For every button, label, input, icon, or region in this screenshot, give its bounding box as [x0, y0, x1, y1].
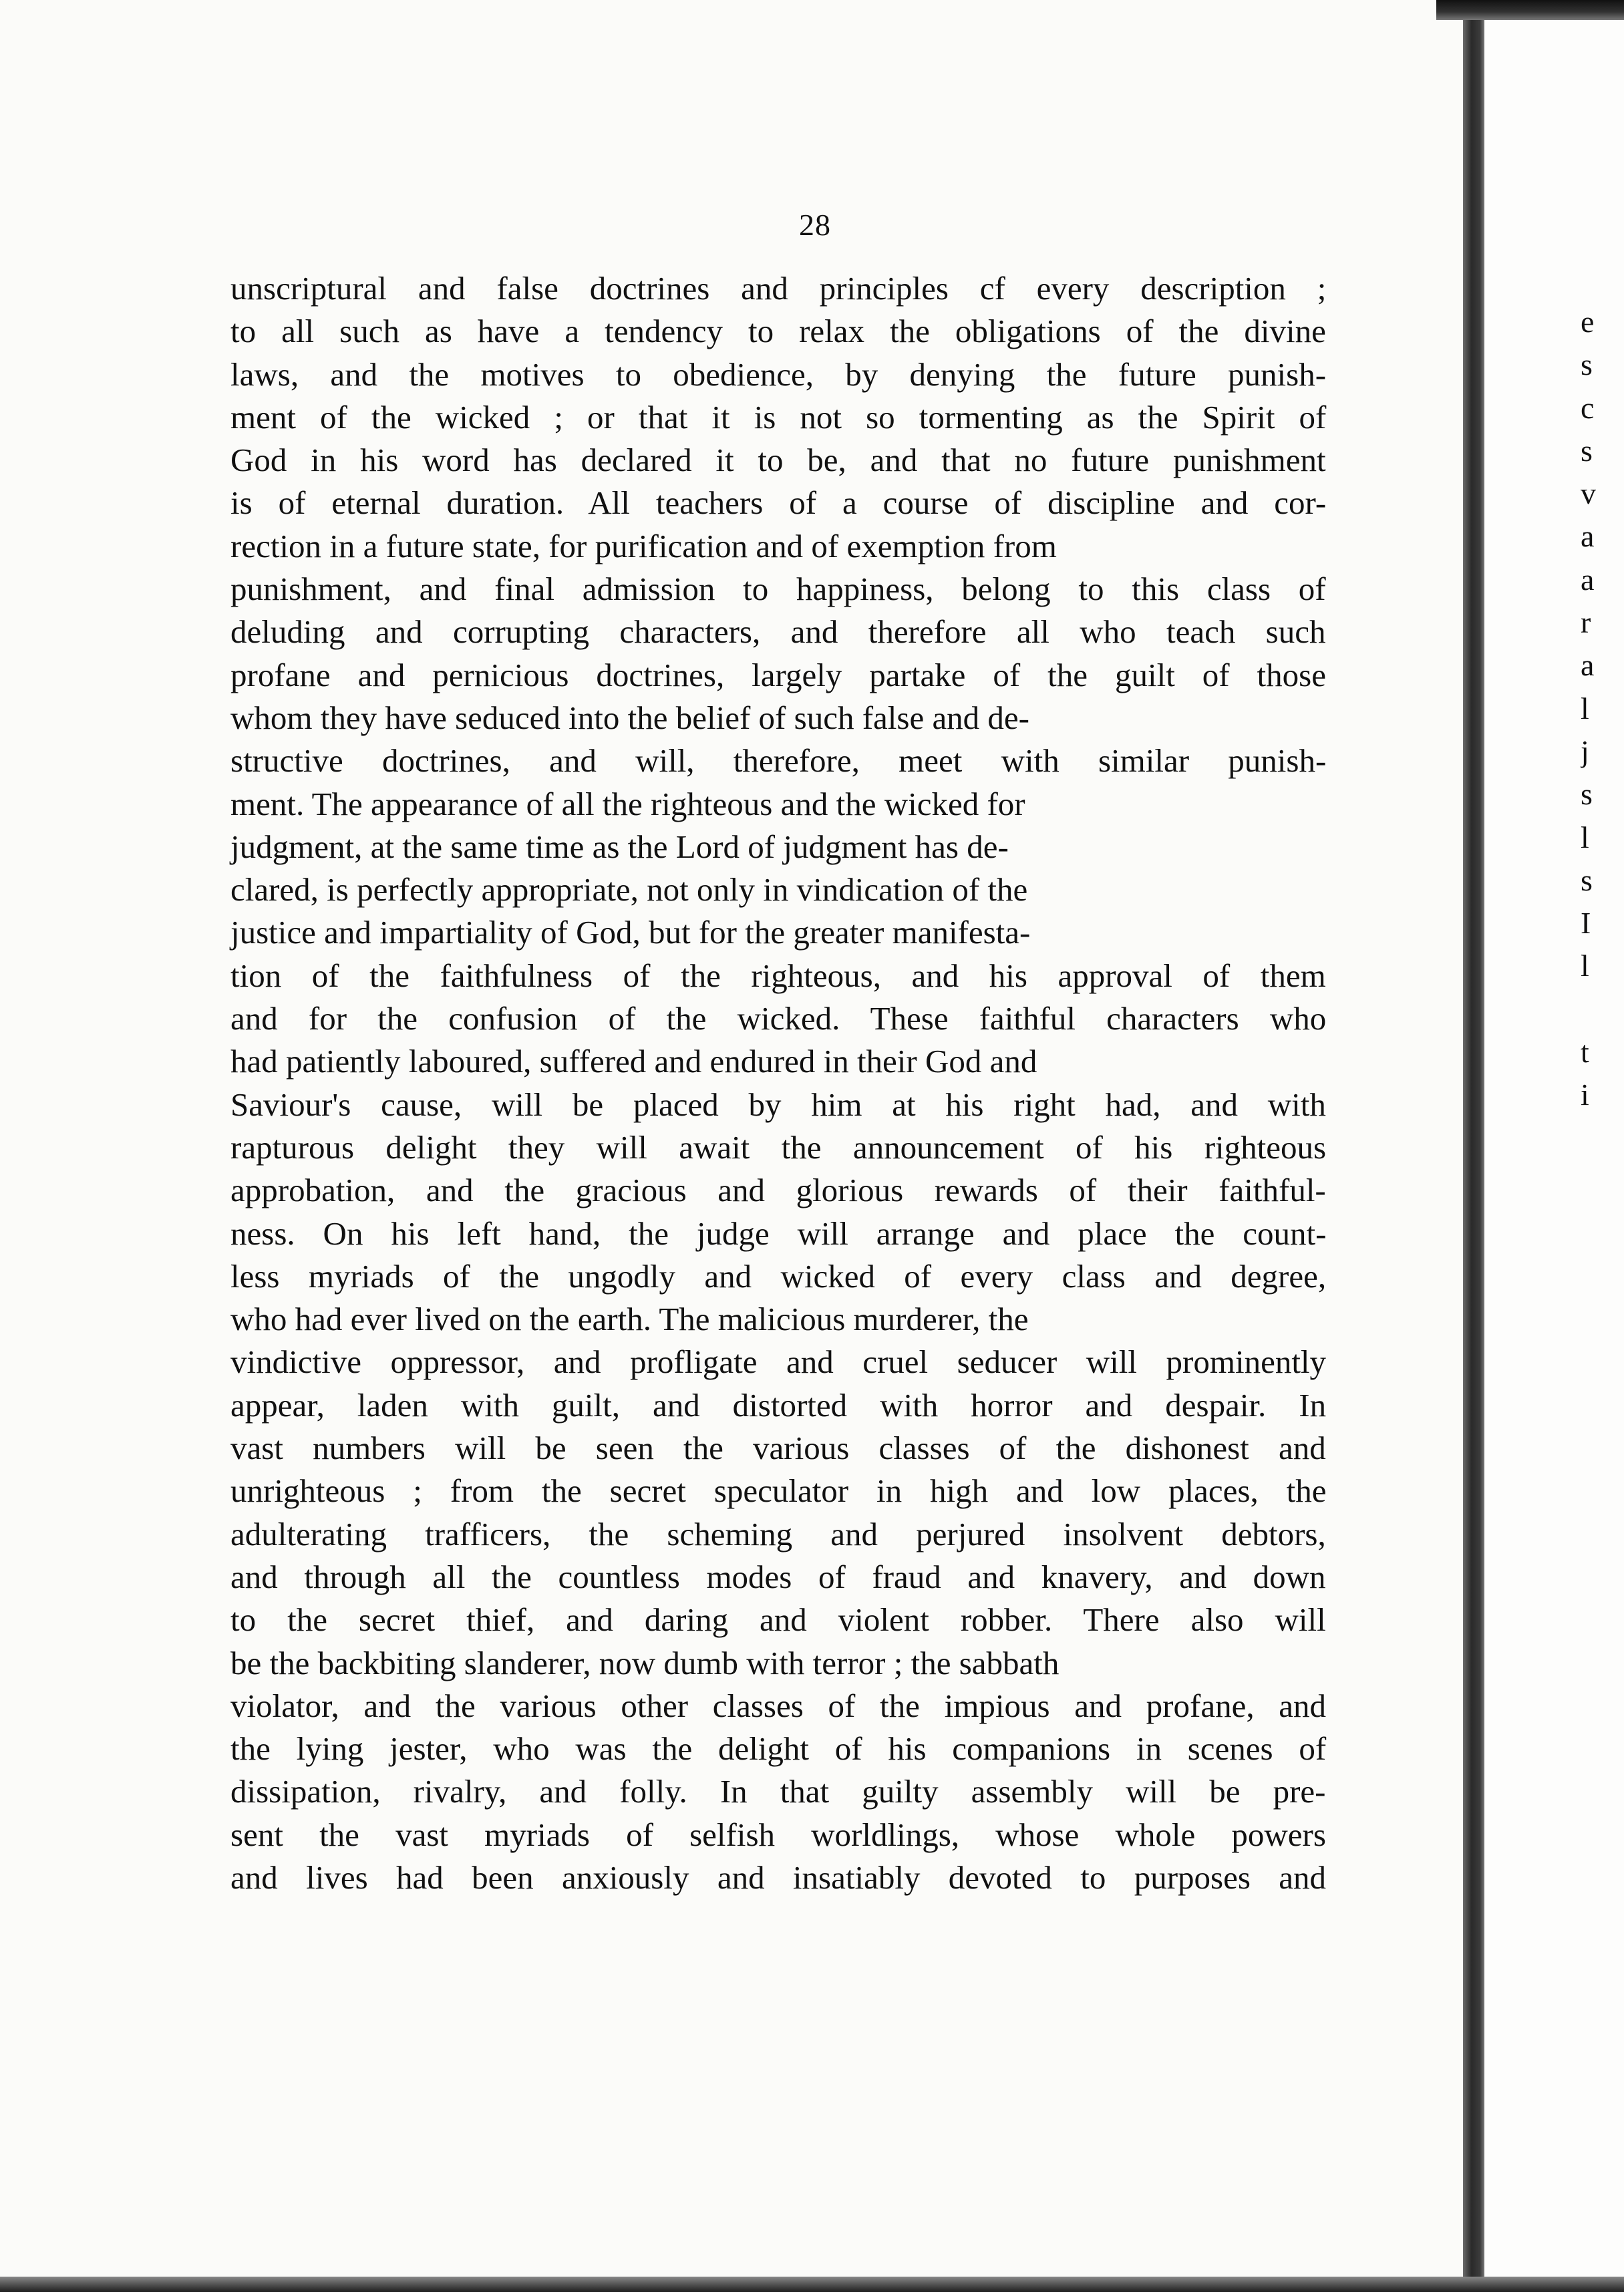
text-line: who had ever lived on the earth. The malicious murderer, the: [230, 1301, 1029, 1338]
edge-letter: [1581, 1890, 1621, 1933]
text-line: to all such as have a tendency to relax the obligations of the divine: [230, 313, 1326, 350]
edge-letter: s: [1581, 433, 1593, 468]
text-line: and for the confusion of the wicked. These faithful characters who: [230, 1000, 1327, 1037]
edge-letter: [1581, 1160, 1621, 1202]
edge-letter: a: [1581, 519, 1595, 554]
text-line: profane and pernicious doctrines, largely partake of the guilt of those: [230, 656, 1326, 693]
edge-letter: l: [1581, 820, 1589, 854]
body-text: [230, 267, 1333, 1899]
edge-letter: e: [1581, 305, 1595, 339]
edge-letter: [1581, 1589, 1621, 1632]
text-line: unscriptural and false doctrines and principles cf every description ;: [230, 270, 1327, 307]
text-line: unrighteous ; from the secret speculator in high and low places, the: [230, 1472, 1327, 1510]
text-line: violator, and the various other classes of the impious and profane, and: [230, 1687, 1327, 1724]
gutter-shadow: [1463, 0, 1484, 2292]
page-number: 28: [799, 208, 831, 242]
edge-letter: [1581, 1117, 1621, 1160]
text-line: had patiently laboured, suffered and endured in their God and: [230, 1043, 1037, 1080]
edge-letter: a: [1581, 562, 1595, 597]
edge-letter: [1581, 1546, 1621, 1589]
text-line: dissipation, rivalry, and folly. In that guilty assembly will be pre-: [230, 1773, 1326, 1810]
edge-letter: [1581, 1761, 1621, 1804]
edge-letter: [1581, 1460, 1621, 1503]
text-line: approbation, and the gracious and glorious rewards of their faithful-: [230, 1172, 1326, 1209]
text-line: ness. On his left hand, the judge will arrange and place the count-: [230, 1214, 1327, 1252]
text-line: whom they have seduced into the belief of such false and de-: [230, 699, 1030, 736]
bottom-shadow: [0, 2277, 1624, 2292]
edge-letter: [1581, 1418, 1621, 1460]
text-line: structive doctrines, and will, therefore, meet with similar punish-: [230, 742, 1327, 780]
text-line: rection in a future state, for purification and of exemption from: [230, 527, 1057, 564]
text-line: and through all the countless modes of fraud and knavery, and down: [230, 1558, 1326, 1595]
edge-letter: [1581, 1804, 1621, 1846]
edge-letter: [1581, 1374, 1621, 1417]
text-line: appear, laden with guilt, and distorted with horror and despair. In: [230, 1386, 1327, 1424]
edge-letter: [1581, 1847, 1621, 1890]
edge-letter: s: [1581, 347, 1593, 382]
edge-letter: l: [1581, 949, 1589, 983]
top-shadow: [1436, 0, 1624, 20]
text-line: clared, is perfectly appropriate, not only in vindication of the: [230, 871, 1028, 909]
text-line: judgment, at the same time as the Lord of judgment has de-: [230, 828, 1009, 865]
text-line: the lying jester, who was the delight of his companions in scenes of: [230, 1730, 1327, 1768]
text-line: be the backbiting slanderer, now dumb with terror ; the sabbath: [230, 1644, 1060, 1681]
edge-letter: [1581, 1675, 1621, 1718]
text-line: adulterating trafficers, the scheming and perjured insolvent debtors,: [230, 1515, 1326, 1552]
text-line: vindictive oppressor, and profligate and cruel seducer will prominently: [230, 1343, 1327, 1381]
text-line: God in his word has declared it to be, and that no future punishment: [230, 442, 1326, 479]
edge-letter: [1581, 1246, 1621, 1289]
edge-letter: [1581, 1503, 1621, 1546]
text-line: Saviour's cause, will be placed by him at his right had, and with: [230, 1086, 1326, 1123]
edge-letter: [1581, 1331, 1621, 1374]
text-line: rapturous delight they will await the announcement of his righteous: [230, 1128, 1327, 1166]
text-line: tion of the faithfulness of the righteous, and his approval of them: [230, 957, 1326, 994]
edge-letter: I: [1581, 906, 1591, 941]
text-line: laws, and the motives to obedience, by denying the future punish-: [230, 355, 1327, 393]
text-line: to the secret thief, and daring and violent robber. There also will: [230, 1601, 1326, 1639]
edge-letter: l: [1581, 691, 1589, 725]
text-line: ment. The appearance of all the righteous and the wicked for: [230, 785, 1025, 822]
text-line: deluding and corrupting characters, and therefore all who teach such: [230, 613, 1326, 651]
edge-letter: t: [1581, 1035, 1589, 1070]
text-line: vast numbers will be seen the various classes of the dishonest and: [230, 1430, 1326, 1467]
edge-letter: v: [1581, 476, 1596, 511]
text-line: ment of the wicked ; or that it is not so tormenting as the Spirit of: [230, 398, 1327, 436]
text-line: is of eternal duration. All teachers of a course of discipline and cor-: [230, 484, 1327, 522]
text-line: and lives had been anxiously and insatiably devoted to purposes and: [230, 1858, 1327, 1896]
text-line: less myriads of the ungodly and wicked of every class and degree,: [230, 1257, 1327, 1295]
edge-letter: i: [1581, 1078, 1589, 1112]
edge-letter: [1581, 1632, 1621, 1675]
text-line: sent the vast myriads of selfish worldlings, whose whole powers: [230, 1816, 1326, 1853]
edge-letter: [1581, 988, 1621, 1031]
edge-letter: r: [1581, 605, 1591, 640]
edge-letter: s: [1581, 862, 1593, 897]
edge-letter: c: [1581, 390, 1595, 425]
edge-letter: a: [1581, 648, 1595, 683]
text-line: justice and impartiality of God, but for the greater manifesta-: [230, 914, 1031, 951]
edge-letter: j: [1581, 733, 1589, 768]
edge-letter: [1581, 1718, 1621, 1761]
text-line: punishment, and final admission to happiness, belong to this class of: [230, 570, 1326, 608]
edge-letter: [1581, 1289, 1621, 1331]
edge-letter: [1581, 1202, 1621, 1245]
edge-letter: s: [1581, 777, 1593, 812]
facing-page-edge-letters: [1581, 301, 1621, 1933]
